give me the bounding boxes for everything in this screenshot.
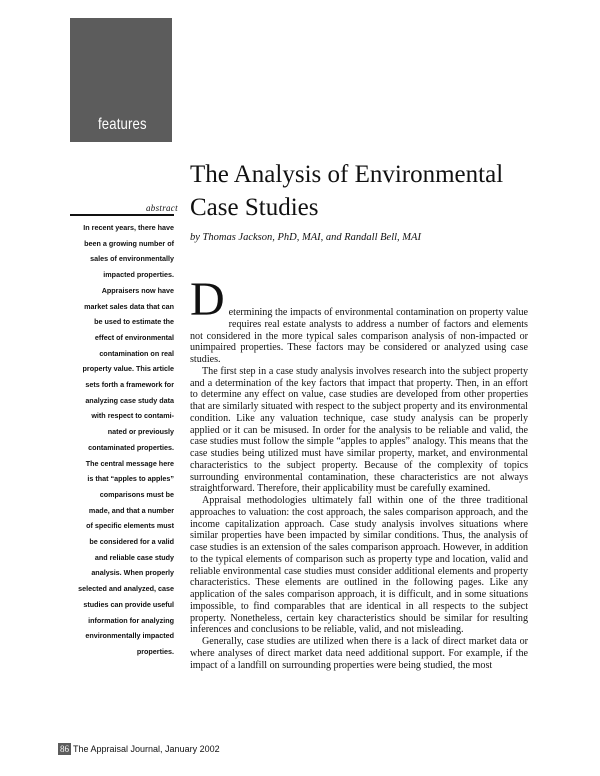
body-paragraph: Appraisal methodologies ultimately fall within one of the three traditional approaches to valuation: the cost approach, the sales comparison approach, and the income capitalization approach. Case study analysis involves situations where similar properties have been impacted by similar conditions. Thus, the analysis of case studies is an extension of the sales comparison approach. However, in addition to the typical elements of comparison such as property type and location, valid and reliable environmental case studies must consider additional elements and property characteristics. These elements are outlined in the following pages. Like any application of the sales comparison approach, it is difficult, and in some situations impossible, to find comparables that are identical in all respects to the subject property. Nonetheless, certain key characteristics should be similar for resulting inferences and conclusions to be reliable, valid, and not misleading.	[190, 495, 528, 636]
abstract-line: market sales data that can	[84, 301, 174, 311]
abstract-line: and reliable case study	[94, 552, 174, 562]
abstract-line: made, and that a number	[88, 505, 174, 515]
abstract-line: studies can provide useful	[83, 599, 174, 609]
abstract-line: selected and analyzed, case	[78, 584, 174, 594]
body-paragraph: Generally, case studies are utilized when there is a lack of direct market data or where analyses of direct market data need additional support. For example, if the impact of a landfill on surrounding properties were being studied, the most	[190, 636, 528, 671]
abstract-line: effect of environmental	[94, 332, 174, 342]
abstract-line: nated or previously	[107, 427, 174, 437]
article-body	[190, 273, 528, 671]
abstract-line: analyzing case study data	[85, 395, 174, 405]
abstract-line: sets forth a framework for	[85, 380, 174, 390]
abstract-line: of specific elements must	[86, 521, 174, 531]
journal-citation: The Appraisal Journal, January 2002	[73, 744, 220, 754]
abstract-divider	[70, 214, 174, 216]
body-paragraph: The first step in a case study analysis involves research into the subject property and a determination of the key factors that impact that property. Then, in an effort to determine any effect on value, case studies are developed from other properties that are similarly situated with respect to the subject property and its environmental condition. Like any valuation technique, case study analysis can be properly applied or it can be misused. In order for the analysis to be reliable and valid, the case studies must follow the simple “apples to apples” analogy. This means that the case studies being utilized must have similar property, market, and environmental characteristics to the subject property. Because of the complexity of topics surrounding environmental contamination, these characteristics are not always straightforward. Therefore, their applicability must be carefully examined.	[190, 365, 528, 495]
page-number: 86	[60, 744, 69, 754]
byline: by Thomas Jackson, PhD, MAI, and Randall Bell, MAI	[190, 232, 421, 243]
abstract-line: with respect to contami-	[91, 411, 174, 421]
body-paragraph	[190, 273, 528, 366]
abstract-line: impacted properties.	[103, 270, 174, 280]
section-label: features	[98, 116, 147, 133]
abstract-line: properties.	[136, 646, 174, 656]
abstract-line: In recent years, there have	[83, 223, 174, 232]
abstract-line: be considered for a valid	[89, 537, 174, 547]
paragraph-text: etermining the impacts of environmental contamination on property value requires real estate analysts to address a number of factors and elements not considered in the more typical sales comparison analysis of non-impacted or unimpaired properties. These factors may be considered or analyzed using case studies.	[190, 307, 528, 365]
abstract-label: abstract	[146, 203, 178, 213]
abstract-line: information for analyzing	[88, 615, 174, 625]
abstract-line: been a growing number of	[84, 238, 174, 248]
abstract-line: is that “apples to apples”	[87, 474, 174, 484]
abstract-text	[70, 220, 174, 660]
abstract-line: comparisons must be	[99, 489, 174, 499]
abstract-line: contamination on real	[99, 348, 174, 358]
abstract-line: be used to estimate the	[94, 317, 174, 327]
abstract-line: environmentally impacted	[85, 631, 174, 641]
drop-cap: D	[190, 273, 225, 326]
article-title: The Analysis of Environmental Case Studies	[190, 161, 504, 221]
abstract-line: contaminated properties.	[88, 442, 174, 452]
abstract-line: The central message here	[85, 458, 174, 468]
abstract-line: analysis. When properly	[91, 568, 174, 578]
page-footer	[58, 743, 220, 755]
abstract-line: sales of environmentally	[90, 254, 174, 264]
abstract-line: Appraisers now have	[101, 285, 174, 295]
abstract-line: property value. This article	[82, 364, 174, 374]
